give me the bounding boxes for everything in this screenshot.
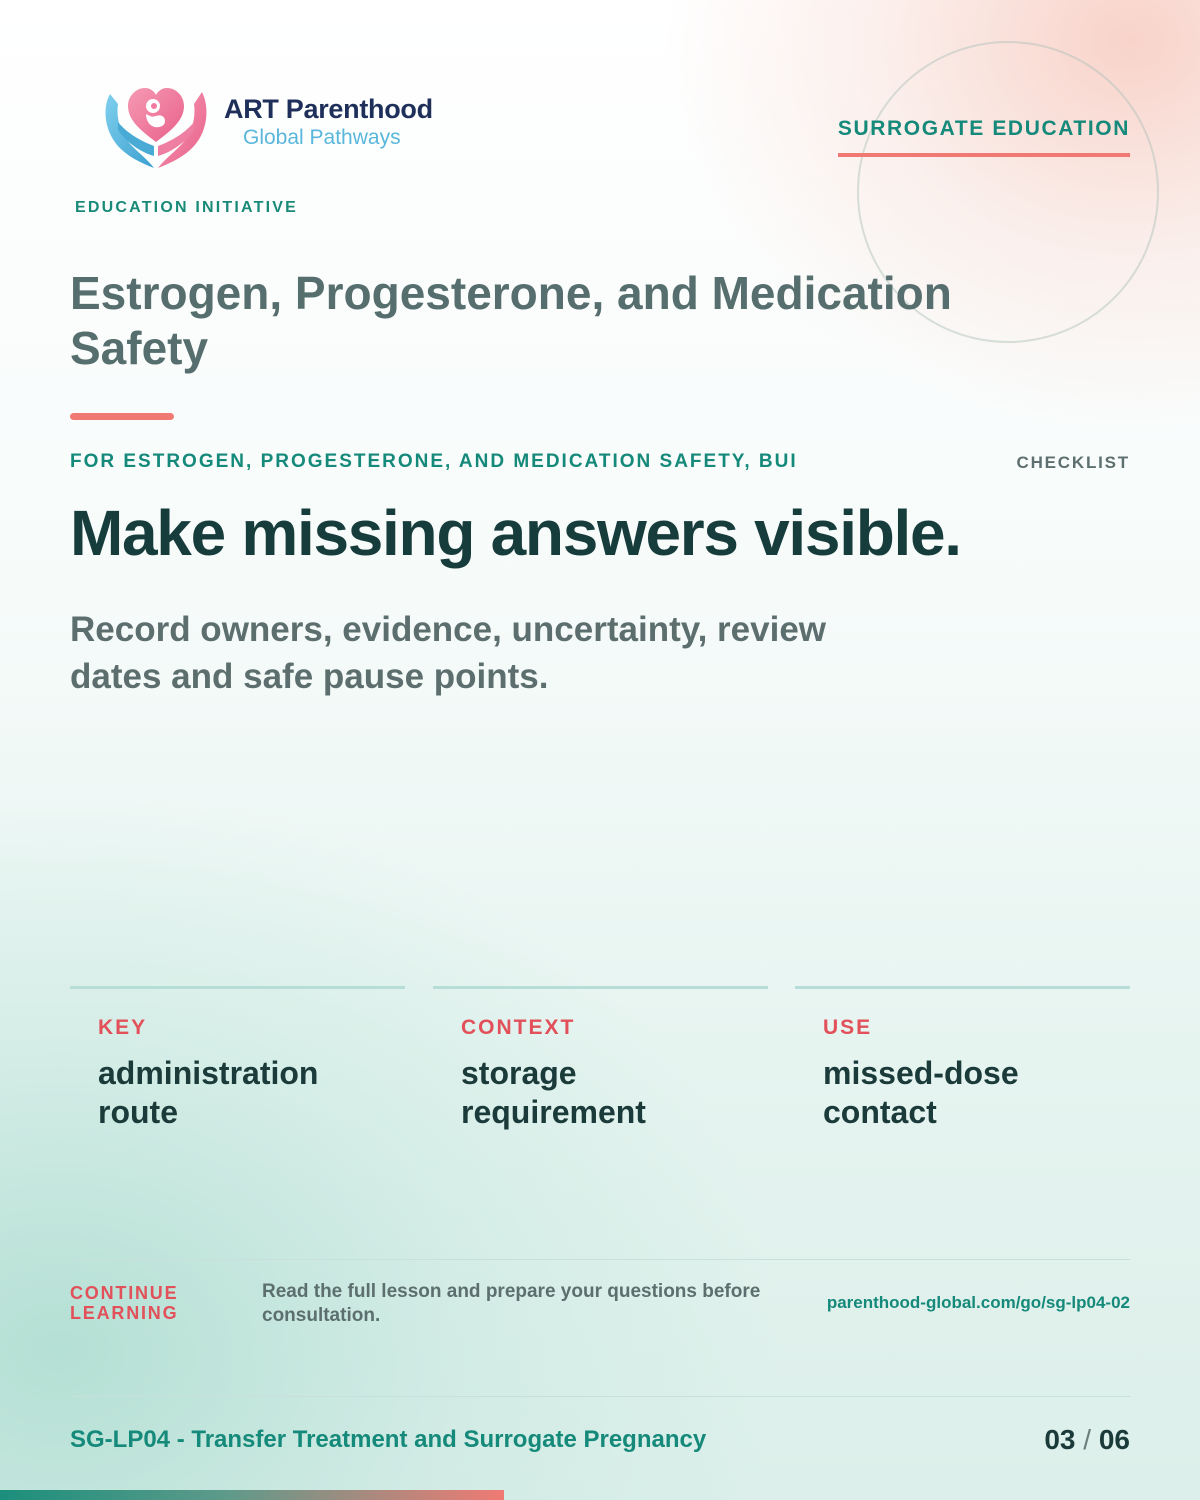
cta-text: Read the full lesson and prepare your questions before consultation. [262,1281,761,1326]
brand-name: ART Parenthood [224,94,433,124]
eyebrow-label: FOR ESTROGEN, PROGESTERONE, AND MEDICATION SAFETY, BUI [70,451,798,472]
card-value: missed-dose contact [823,1055,1019,1130]
subheadline: Record owners, evidence, uncertainty, review dates and safe pause points. [70,610,827,696]
document-type-label: CHECKLIST [1016,453,1130,472]
heart-hands-logo-icon [100,76,212,172]
page-total: 06 [1098,1424,1130,1455]
page-separator: / [1083,1424,1092,1455]
card-value: administration route [98,1055,319,1130]
initiative-label: EDUCATION INITIATIVE [75,199,298,216]
info-card-use [795,986,1130,1156]
course-title: SG-LP04 - Transfer Treatment and Surrogate Pregnancy [70,1426,707,1453]
category-label: SURROGATE EDUCATION [838,117,1130,157]
page-current: 03 [1044,1424,1076,1455]
headline: Make missing answers visible. [70,497,961,569]
brand-subtitle: Global Pathways [243,126,401,149]
card-value: storage requirement [461,1055,646,1130]
divider [70,1259,1130,1260]
page-indicator [1044,1424,1130,1456]
divider [70,1396,1130,1397]
card-label: USE [823,1016,873,1039]
lesson-link[interactable]: parenthood-global.com/go/sg-lp04-02 [826,1293,1130,1312]
card-label: CONTEXT [461,1016,576,1039]
card-label: KEY [98,1016,148,1039]
info-card-key [70,986,405,1156]
cta-label: CONTINUE LEARNING [70,1283,179,1323]
lesson-title: Estrogen, Progesterone, and Medication Safety [70,267,952,374]
title-divider [70,413,174,420]
info-card-context [433,986,768,1156]
progress-bar [0,1490,504,1500]
